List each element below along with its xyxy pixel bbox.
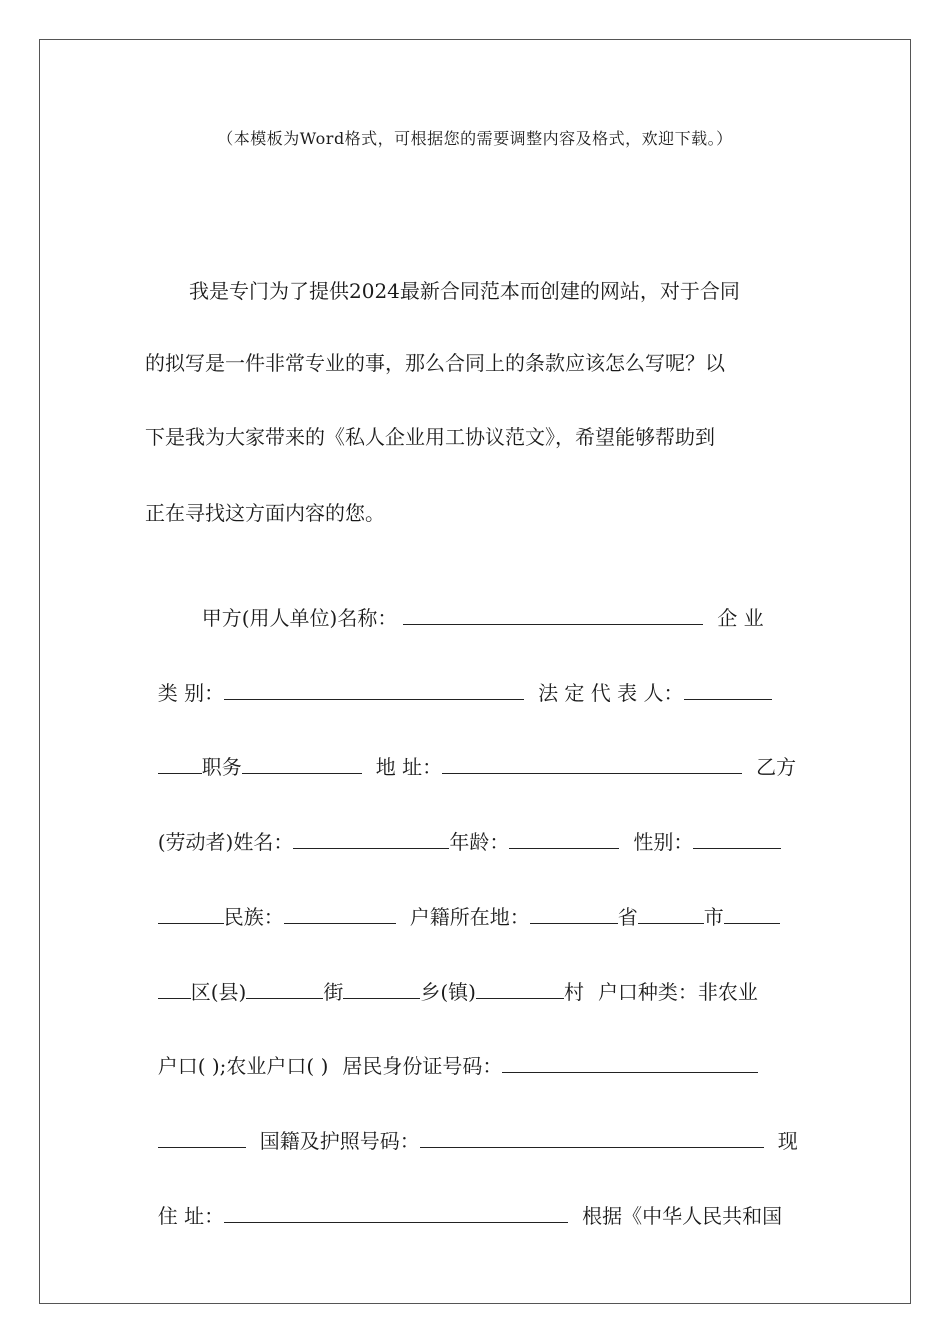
party-b-label: 乙方 bbox=[756, 755, 797, 779]
form-line-6 bbox=[145, 946, 803, 1007]
address-blank[interactable] bbox=[442, 751, 742, 774]
village-blank[interactable] bbox=[476, 976, 564, 999]
form-line-3 bbox=[145, 721, 803, 782]
district-blank[interactable] bbox=[724, 901, 780, 924]
intro-line-4: 正在寻找这方面内容的您。 bbox=[145, 501, 385, 525]
legal-rep-blank-cont[interactable] bbox=[158, 751, 202, 774]
residence-label: 住 址： bbox=[157, 1204, 225, 1228]
form-line-2 bbox=[145, 647, 803, 708]
township-label: 乡(镇) bbox=[420, 980, 476, 1004]
township-blank[interactable] bbox=[343, 976, 420, 999]
worker-name-blank[interactable] bbox=[293, 826, 449, 849]
enterprise-label: 企 业 bbox=[717, 606, 764, 630]
age-blank[interactable] bbox=[509, 826, 619, 849]
according-to-text: 根据《中华人民共和国 bbox=[582, 1204, 783, 1228]
province-label: 省 bbox=[617, 905, 638, 929]
passport-label: 国籍及护照号码： bbox=[259, 1129, 420, 1153]
province-blank[interactable] bbox=[530, 901, 618, 924]
address-label: 地 址： bbox=[375, 755, 443, 779]
street-blank[interactable] bbox=[246, 976, 323, 999]
position-blank[interactable] bbox=[242, 751, 362, 774]
party-a-name-blank[interactable] bbox=[403, 602, 703, 625]
party-a-name-label: 甲方(用人单位)名称： bbox=[201, 606, 398, 630]
intro-line-1: 我是专门为了提供2024最新合同范本而创建的网站，对于合同 bbox=[189, 279, 740, 303]
category-label: 类 别： bbox=[157, 681, 225, 705]
district-label: 区(县) bbox=[190, 980, 247, 1004]
ethnicity-label: 民族： bbox=[223, 905, 284, 929]
legal-rep-blank[interactable] bbox=[684, 677, 772, 700]
category-blank[interactable] bbox=[224, 677, 524, 700]
current-label: 现 bbox=[777, 1129, 798, 1153]
hukou-options: 户口( );农业户口( ) bbox=[157, 1054, 329, 1078]
form-line-8 bbox=[145, 1095, 803, 1156]
id-number-blank-cont[interactable] bbox=[158, 1125, 246, 1148]
form-line-7 bbox=[145, 1020, 803, 1081]
id-number-label: 居民身份证号码： bbox=[342, 1054, 503, 1078]
position-label: 职务 bbox=[201, 755, 242, 779]
city-label: 市 bbox=[703, 905, 724, 929]
household-location-label: 户籍所在地： bbox=[409, 905, 530, 929]
legal-rep-label: 法 定 代 表 人： bbox=[538, 681, 684, 705]
gender-blank[interactable] bbox=[693, 826, 781, 849]
gender-blank-cont[interactable] bbox=[158, 901, 224, 924]
ethnicity-blank[interactable] bbox=[284, 901, 396, 924]
form-line-9 bbox=[145, 1170, 803, 1231]
gender-label: 性别： bbox=[633, 830, 694, 854]
template-note: （本模板为Word格式，可根据您的需要调整内容及格式，欢迎下载。） bbox=[217, 129, 733, 148]
passport-blank[interactable] bbox=[420, 1125, 764, 1148]
intro-line-3: 下是我为大家带来的《私人企业用工协议范文》，希望能够帮助到 bbox=[145, 425, 715, 449]
intro-line-2: 的拟写是一件非常专业的事，那么合同上的条款应该怎么写呢？以 bbox=[145, 351, 725, 375]
street-label: 街 bbox=[323, 980, 344, 1004]
district-blank-cont[interactable] bbox=[158, 976, 191, 999]
id-number-blank[interactable] bbox=[502, 1050, 758, 1073]
form-line-5 bbox=[145, 871, 803, 932]
worker-name-label: (劳动者)姓名： bbox=[157, 830, 294, 854]
city-blank[interactable] bbox=[638, 901, 704, 924]
residence-blank[interactable] bbox=[224, 1200, 568, 1223]
village-label: 村 bbox=[563, 980, 584, 1004]
age-label: 年龄： bbox=[449, 830, 510, 854]
form-line-4 bbox=[145, 796, 803, 857]
form-line-1 bbox=[145, 572, 803, 633]
hukou-type-label: 户口种类：非农业 bbox=[597, 980, 758, 1004]
